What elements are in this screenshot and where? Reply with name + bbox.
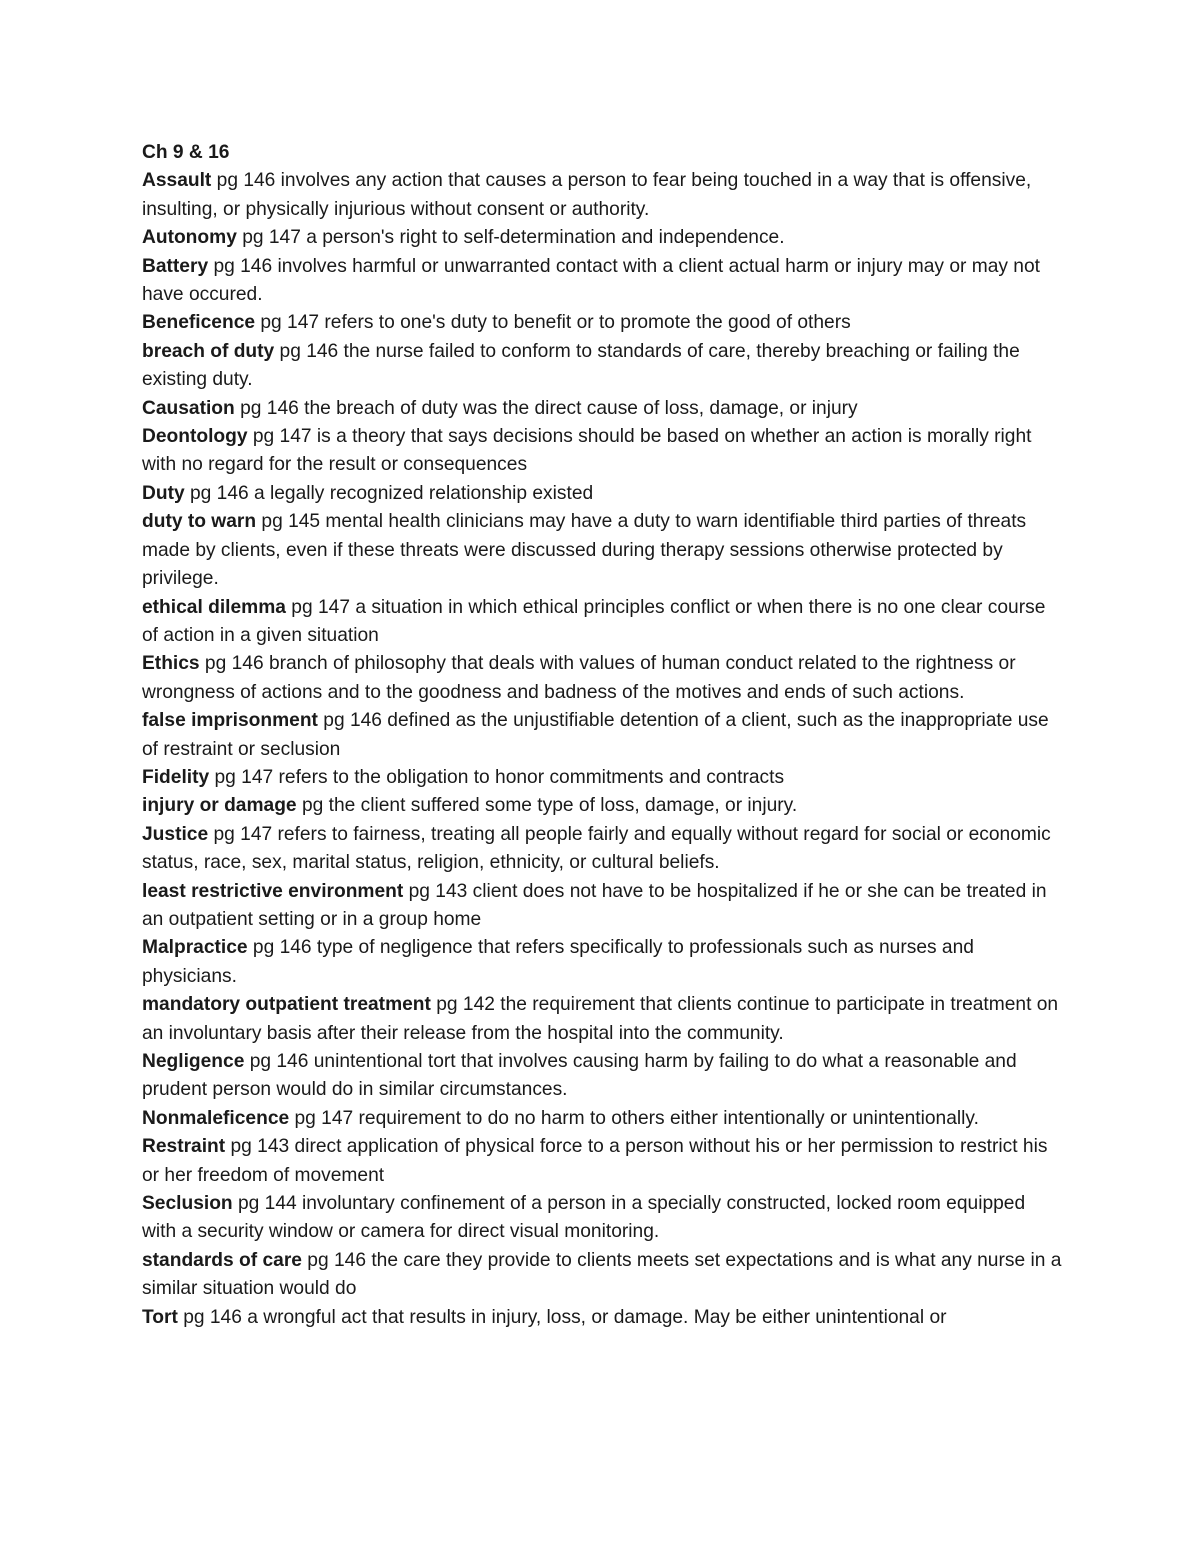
glossary-term: injury or damage (142, 795, 297, 817)
glossary-definition: pg 147 is a theory that says decisions should be based on whether an action is morally right with no regard for the result or consequences (142, 426, 1032, 476)
glossary-entry (142, 594, 1062, 651)
glossary-definition: pg 147 refers to the obligation to honor commitments and contracts (209, 766, 785, 788)
glossary-definition: pg 146 type of negligence that refers specifically to professionals such as nurses and physicians. (142, 937, 974, 987)
glossary-entry (142, 707, 1062, 764)
glossary-definition: pg 146 a legally recognized relationship existed (184, 482, 594, 504)
glossary-term: Ethics (142, 653, 200, 675)
glossary-definition: pg 146 the care they provide to clients meets set expectations and is what any nurse in a similar situation would do (142, 1249, 1062, 1300)
glossary-term: Restraint (142, 1136, 226, 1158)
glossary-entry (142, 878, 1062, 935)
glossary-term: Battery (142, 255, 209, 277)
glossary-term: duty to warn (142, 511, 257, 533)
glossary-entry (142, 309, 1062, 337)
glossary-definition: pg 146 branch of philosophy that deals with values of human conduct related to the rightness or wrongness of actions and to the goodness and badness of the motives and ends of such actions. (142, 653, 1016, 703)
glossary-definition: pg 146 the breach of duty was the direct cause of loss, damage, or injury (234, 397, 858, 419)
glossary-term: Beneficence (142, 312, 256, 334)
glossary-term: Autonomy (142, 227, 237, 249)
glossary-entry (142, 1048, 1062, 1105)
glossary-entry (142, 650, 1062, 707)
glossary-definition: pg 146 involves any action that causes a person to fear being touched in a way that is offensive, insulting, or physically injurious without consent or authority. (142, 170, 1032, 220)
glossary-definition: pg 146 the nurse failed to conform to standards of care, thereby breaching or failing the existing duty. (142, 340, 1020, 391)
glossary-entry (142, 167, 1062, 224)
glossary-term: Assault (142, 170, 212, 192)
document-heading: Ch 9 & 16 (142, 142, 230, 163)
glossary-entry (142, 1304, 1062, 1332)
glossary-entry (142, 991, 1062, 1048)
glossary-term: Nonmaleficence (142, 1107, 290, 1129)
glossary-entry (142, 934, 1062, 991)
glossary-entry (142, 338, 1062, 395)
glossary-term: Justice (142, 823, 209, 845)
glossary-entry (142, 1105, 1062, 1133)
glossary-term: ethical dilemma (142, 596, 286, 618)
glossary-definition: pg 147 a person's right to self-determination and independence. (236, 227, 785, 249)
glossary-definition: pg 147 requirement to do no harm to others either intentionally or unintentionally. (289, 1107, 979, 1129)
glossary-entry (142, 792, 1062, 820)
glossary-entry (142, 1247, 1062, 1304)
glossary-term: Fidelity (142, 766, 210, 788)
glossary-definition: pg 146 involves harmful or unwarranted contact with a client actual harm or injury may or may not have occured. (142, 255, 1040, 306)
glossary-term: standards of care (142, 1249, 302, 1271)
glossary-term: least restrictive environment (142, 880, 404, 902)
glossary-term: Tort (142, 1306, 178, 1328)
glossary-entry (142, 508, 1062, 593)
glossary-entry (142, 1133, 1062, 1190)
glossary-term: Seclusion (142, 1193, 233, 1215)
glossary-definition: pg 146 unintentional tort that involves causing harm by failing to do what a reasonable and prudent person would do in similar circumstances. (142, 1051, 1017, 1101)
glossary-term: Deontology (142, 426, 248, 448)
glossary-entry (142, 224, 1062, 252)
glossary-entry (142, 1190, 1062, 1247)
glossary-entry (142, 253, 1062, 310)
glossary-term: Negligence (142, 1051, 245, 1072)
glossary-term: Malpractice (142, 937, 248, 959)
glossary-definition: pg 146 defined as the unjustifiable detention of a client, such as the inappropriate use of restraint or seclusion (142, 710, 1049, 760)
glossary-definition: pg 147 a situation in which ethical principles conflict or when there is no one clear course of action in a given situation (142, 596, 1046, 646)
glossary-definition: pg 144 involuntary confinement of a person in a specially constructed, locked room equipped with a security window or camera for direct visual monitoring. (142, 1193, 1026, 1243)
glossary-entry (142, 821, 1062, 878)
glossary-definition: pg 145 mental health clinicians may have a duty to warn identifiable third parties of threats made by clients, even if these threats were discussed during therapy sessions otherwise protected by privilege. (142, 511, 1027, 590)
glossary-list (142, 167, 1062, 1332)
glossary-definition: pg 146 a wrongful act that results in injury, loss, or damage. May be either unintentional or (177, 1306, 947, 1328)
glossary-term: Causation (142, 397, 235, 419)
glossary-entry (142, 423, 1062, 480)
glossary-definition: pg 147 refers to one's duty to benefit or to promote the good of others (255, 312, 851, 334)
document-body (142, 139, 1062, 1332)
glossary-entry (142, 395, 1062, 423)
glossary-definition: pg the client suffered some type of loss, damage, or injury. (296, 795, 798, 817)
glossary-definition: pg 147 refers to fairness, treating all people fairly and equally without regard for social or economic status, race, sex, marital status, religion, ethnicity, or cultural beliefs. (142, 823, 1051, 874)
glossary-entry (142, 480, 1062, 508)
glossary-term: breach of duty (142, 340, 275, 362)
glossary-definition: pg 142 the requirement that clients continue to participate in treatment on an involuntary basis after their release from the hospital into the community. (142, 994, 1059, 1044)
glossary-term: mandatory outpatient treatment (142, 994, 431, 1016)
glossary-term: false imprisonment (142, 710, 318, 732)
glossary-definition: pg 143 client does not have to be hospitalized if he or she can be treated in an outpatient setting or in a group home (142, 880, 1047, 930)
glossary-term: Duty (142, 482, 185, 504)
glossary-entry (142, 764, 1062, 792)
glossary-definition: pg 143 direct application of physical force to a person without his or her permission to restrict his or her freedom of movement (142, 1136, 1048, 1186)
